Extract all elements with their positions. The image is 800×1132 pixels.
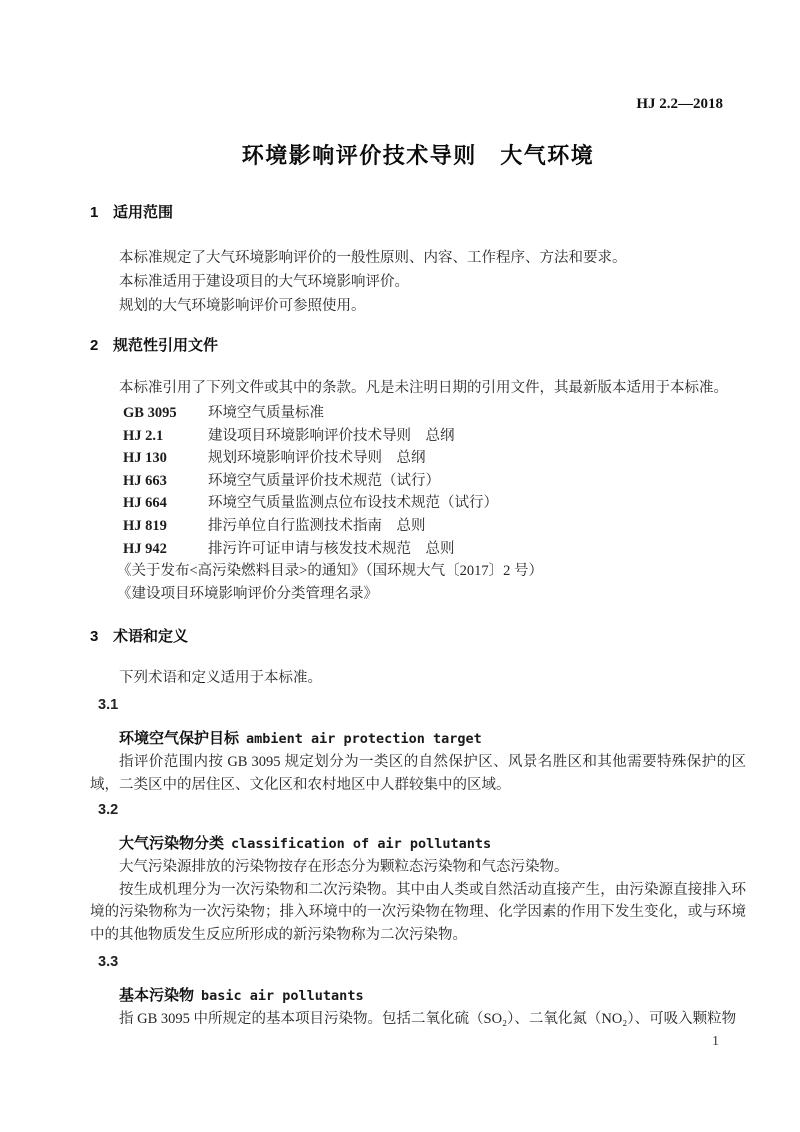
section-title: 适用范围 [113, 204, 174, 221]
term-heading [90, 987, 746, 1005]
reference-item [90, 402, 746, 425]
doc-code: HJ 2.2—2018 [636, 96, 723, 112]
reference-title: 环境空气质量评价技术规范（试行） [208, 472, 440, 489]
reference-list [90, 402, 746, 605]
term-heading [90, 730, 746, 748]
reference-item [90, 538, 746, 561]
paragraph: 本标准规定了大气环境影响评价的一般性原则、内容、工作程序、方法和要求。 [119, 250, 627, 266]
section-title: 规范性引用文件 [113, 337, 219, 354]
reference-item [90, 447, 746, 470]
term-number: 3.2 [98, 802, 119, 819]
reference-code: GB 3095 [123, 405, 177, 421]
reference-code: HJ 942 [123, 540, 167, 557]
section-3-heading [90, 629, 746, 645]
reference-item [90, 470, 746, 493]
term-heading [90, 835, 746, 853]
section-number: 3 [90, 628, 99, 646]
page-content [90, 0, 746, 1031]
term-name-en: ambient air protection target [246, 731, 482, 748]
section-number: 1 [90, 204, 99, 221]
reference-code: HJ 663 [123, 472, 167, 489]
reference-code: HJ 819 [123, 517, 167, 534]
paragraph: 本标准适用于建设项目的大气环境影响评价。 [119, 274, 409, 290]
section-scope [90, 205, 746, 318]
reference-item [90, 425, 746, 448]
section-1-body [90, 246, 746, 318]
reference-title: 环境空气质量标准 [208, 405, 324, 421]
term-definition [90, 751, 746, 796]
section-2-heading [90, 338, 746, 354]
term-name-zh: 基本污染物 [119, 987, 195, 1005]
paragraph: 按生成机理分为一次污染物和二次污染物。其中由人类或自然活动直接产生，由污染源直接排入环境的污染物称为一次污染物；排入环境中的一次污染物在物理、化学因素的作用下发生变化，或与环境中的其他物质发生反应所形成的新污染物称为二次污染物。 [90, 881, 746, 943]
term-name-zh: 大气污染物分类 [119, 835, 225, 853]
reference-title: 建设项目环境影响评价技术导则 总纲 [208, 427, 455, 444]
term-3-2 [90, 802, 746, 946]
term-number: 3.1 [98, 697, 119, 714]
page-title: 环境影响评价技术导则 大气环境 [241, 143, 595, 168]
reference-code: HJ 664 [123, 495, 167, 512]
reference-title: 排污单位自行监测技术指南 总则 [208, 517, 426, 534]
term-name-zh: 环境空气保护目标 [119, 730, 240, 748]
reference-title: 排污许可证申请与核发技术规范 总则 [208, 540, 455, 557]
term-number: 3.3 [98, 954, 119, 971]
page-number: 1 [712, 1034, 719, 1049]
term-name-en: basic air pollutants [201, 988, 364, 1005]
paragraph: 大气污染源排放的污染物按存在形态分为颗粒态污染物和气态污染物。 [119, 859, 569, 876]
reference-code: HJ 2.1 [123, 427, 164, 444]
reference-item [90, 515, 746, 538]
reference-title: 规划环境影响评价技术导则 总纲 [208, 450, 426, 467]
term-name-en: classification of air pollutants [231, 836, 492, 853]
section-3-intro: 下列术语和定义适用于本标准。 [119, 670, 322, 687]
section-number: 2 [90, 337, 99, 354]
reference-title: 环境空气质量监测点位布设技术规范（试行） [208, 495, 498, 512]
term-definition [90, 1008, 746, 1031]
reference-code: HJ 130 [123, 450, 167, 467]
term-3-3 [90, 954, 746, 1031]
referenced-document: 《建设项目环境影响评价分类管理名录》 [117, 585, 378, 602]
paragraph: 指评价范围内按 GB 3095 规定划分为一类区的自然保护区、风景名胜区和其他需要特殊保护的区域，二类区中的居住区、文化区和农村地区中人群较集中的区域。 [90, 754, 746, 793]
paragraph: 指 GB 3095 中所规定的基本项目污染物。包括二氧化硫（SO₂）、二氧化氮（NO₂）、可吸入颗粒物 [119, 1011, 737, 1028]
paragraph: 规划的大气环境影响评价可参照使用。 [119, 298, 366, 314]
section-2-intro: 本标准引用了下列文件或其中的条款。凡是未注明日期的引用文件，其最新版本适用于本标准。 [119, 380, 728, 396]
term-definition [90, 856, 746, 946]
referenced-document: 《关于发布<高污染燃料目录>的通知》（国环规大气〔2017〕2 号） [117, 563, 543, 580]
section-terms-definitions [90, 629, 746, 1031]
term-3-1 [90, 697, 746, 796]
section-normative-references [90, 338, 746, 605]
section-1-heading [90, 205, 746, 221]
section-title: 术语和定义 [113, 628, 189, 646]
reference-item [90, 492, 746, 515]
